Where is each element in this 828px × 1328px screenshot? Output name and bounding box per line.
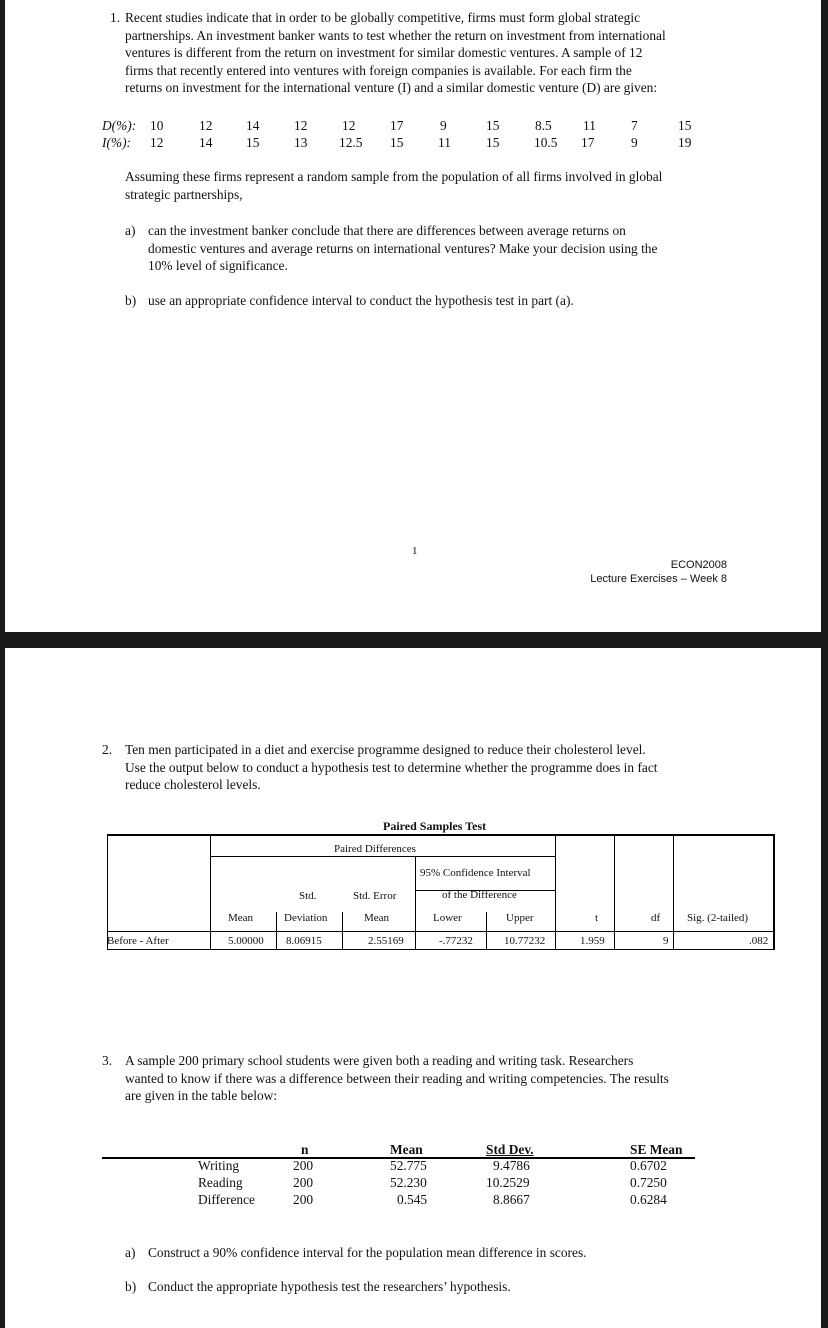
part-text: Construct a 90% confidence interval for the population mean difference in scores. — [148, 1245, 587, 1260]
text-line: 10% level of significance. — [148, 258, 288, 274]
cell-sig: .082 — [749, 935, 769, 947]
cell-se: 0.6284 — [630, 1192, 667, 1207]
row-label: I(%): — [102, 135, 131, 150]
page-number: 1 — [412, 545, 418, 557]
value: 17 — [581, 135, 595, 150]
cell-n: 200 — [293, 1175, 314, 1190]
table-border — [415, 856, 416, 950]
part-label: a) — [125, 1245, 136, 1260]
cell-se: 0.7250 — [630, 1175, 667, 1190]
value: 15 — [486, 135, 500, 150]
part-label: a) — [125, 223, 136, 238]
text-line: wanted to know if there was a difference between their reading and writing competencies. The results — [125, 1070, 669, 1086]
international-returns-row — [5, 135, 821, 152]
text-line: ventures is different from the return on investment for similar domestic ventures. A sample of 12 — [125, 45, 643, 61]
value: 12 — [342, 118, 356, 133]
table-border — [210, 834, 211, 950]
col-header-sig: Sig. (2-tailed) — [687, 912, 749, 924]
cell-sd: 9.4786 — [493, 1158, 530, 1173]
table-border — [555, 834, 556, 950]
table-border — [486, 912, 487, 950]
text-line: can the investment banker conclude that there are differences between average returns on — [148, 223, 626, 238]
value: 12 — [294, 118, 308, 133]
table-border — [107, 931, 775, 932]
col-header-t: t — [595, 912, 599, 924]
question-number: 2. — [102, 742, 113, 757]
row-label: D(%): — [102, 118, 137, 133]
group-header: Paired Differences — [334, 843, 416, 855]
value: 17 — [390, 118, 404, 133]
table-border — [342, 912, 343, 950]
value: 12.5 — [339, 135, 363, 150]
cell-sd: 8.8667 — [493, 1192, 530, 1207]
cell-se: 0.6702 — [630, 1158, 667, 1173]
col-header-upper: Upper — [506, 912, 534, 924]
table-border — [107, 834, 108, 950]
cell-mean: 52.775 — [390, 1158, 427, 1173]
cell-lower: -.77232 — [439, 935, 473, 947]
part-text: Conduct the appropriate hypothesis test the researchers’ hypothesis. — [148, 1279, 511, 1294]
text-line: Recent studies indicate that in order to be globally competitive, firms must form global strategic — [125, 10, 641, 25]
cell-mean: 52.230 — [390, 1175, 427, 1190]
table-border — [210, 856, 556, 857]
table-border — [107, 949, 775, 950]
value: 12 — [199, 118, 213, 133]
cell-mean: 5.00000 — [228, 935, 264, 947]
col-header-mean: Mean — [228, 912, 254, 924]
col-header-std-error: Std. Error — [353, 890, 397, 902]
ci-header: 95% Confidence Interval — [420, 867, 531, 879]
col-header-std-dev: Std Dev. — [486, 1142, 534, 1157]
cell-sd: 10.2529 — [486, 1175, 530, 1190]
row-label: Before - After — [107, 935, 169, 947]
value: 15 — [486, 118, 500, 133]
table-title: Paired Samples Test — [383, 819, 487, 833]
question-text — [125, 9, 815, 97]
text-line: A sample 200 primary school students were given both a reading and writing task. Researchers — [125, 1053, 634, 1068]
cell-std-dev: 8.06915 — [286, 935, 322, 947]
value: 15 — [246, 135, 260, 150]
part-text: use an appropriate confidence interval to conduct the hypothesis test in part (a). — [148, 293, 574, 308]
text-line: partnerships. An investment banker wants to test whether the return on investment from international — [125, 27, 666, 43]
value: 11 — [583, 118, 596, 133]
cell-df: 9 — [663, 935, 669, 947]
value: 8.5 — [535, 118, 552, 133]
table-border — [614, 834, 615, 950]
part-label: b) — [125, 293, 137, 308]
table-border — [673, 834, 674, 950]
domestic-returns-row — [5, 118, 821, 135]
value: 9 — [631, 135, 638, 150]
question-text — [125, 741, 815, 794]
footer-course: ECON2008 — [670, 559, 727, 571]
page-footer — [590, 558, 727, 586]
text-line: reduce cholesterol levels. — [125, 777, 261, 793]
cell-se-mean: 2.55169 — [368, 935, 404, 947]
value: 15 — [678, 118, 692, 133]
part-text — [148, 222, 818, 275]
text-line: domestic ventures and average returns on international ventures? Make your decision using the — [148, 240, 658, 256]
ci-subheader: of the Difference — [442, 889, 517, 901]
value: 14 — [246, 118, 260, 133]
question-text — [125, 1052, 815, 1105]
text-line: Assuming these firms represent a random sample from the population of all firms involved in global — [125, 169, 663, 184]
row-label: Writing — [198, 1158, 240, 1173]
value: 14 — [199, 135, 213, 150]
text-line: Use the output below to conduct a hypothesis test to determine whether the programme does in fact — [125, 759, 658, 775]
col-header-deviation: Deviation — [284, 912, 328, 924]
cell-upper: 10.77232 — [504, 935, 546, 947]
cell-mean: 0.545 — [397, 1192, 428, 1207]
value: 7 — [631, 118, 638, 133]
row-label: Reading — [198, 1175, 243, 1190]
col-header-lower: Lower — [433, 912, 462, 924]
value: 13 — [294, 135, 308, 150]
document-page-2 — [5, 648, 821, 1328]
value: 11 — [438, 135, 451, 150]
paired-samples-test-table — [5, 816, 821, 956]
text-line: strategic partnerships, — [125, 186, 243, 202]
col-header-std: Std. — [299, 890, 317, 902]
table-border — [107, 834, 775, 836]
footer-week: Lecture Exercises – Week 8 — [590, 573, 727, 585]
col-header-n: n — [301, 1142, 309, 1157]
row-label: Difference — [198, 1192, 255, 1207]
table-border — [773, 834, 775, 950]
col-header-df: df — [651, 912, 661, 924]
text-line: returns on investment for the international venture (I) and a similar domestic venture (D) are given: — [125, 80, 658, 96]
part-label: b) — [125, 1279, 137, 1294]
text-line: firms that recently entered into ventures with foreign companies is available. For each firm the — [125, 62, 632, 78]
document-page-1 — [5, 0, 821, 632]
col-header-se-mean: SE Mean — [630, 1142, 683, 1157]
value: 10 — [150, 118, 164, 133]
col-header-mean: Mean — [390, 1142, 423, 1157]
question-number: 3. — [102, 1053, 113, 1068]
text-line: are given in the table below: — [125, 1088, 278, 1104]
value: 12 — [150, 135, 164, 150]
value: 9 — [440, 118, 447, 133]
value: 10.5 — [534, 135, 558, 150]
col-header-se-mean: Mean — [364, 912, 390, 924]
assumption-text — [125, 168, 815, 203]
reading-writing-table — [5, 1141, 821, 1216]
cell-t: 1.959 — [580, 935, 605, 947]
text-line: Ten men participated in a diet and exercise programme designed to reduce their cholesterol level. — [125, 742, 646, 757]
value: 15 — [390, 135, 404, 150]
cell-n: 200 — [293, 1158, 314, 1173]
value: 19 — [678, 135, 692, 150]
table-border — [276, 912, 277, 950]
cell-n: 200 — [293, 1192, 314, 1207]
question-number: 1. — [110, 10, 121, 25]
